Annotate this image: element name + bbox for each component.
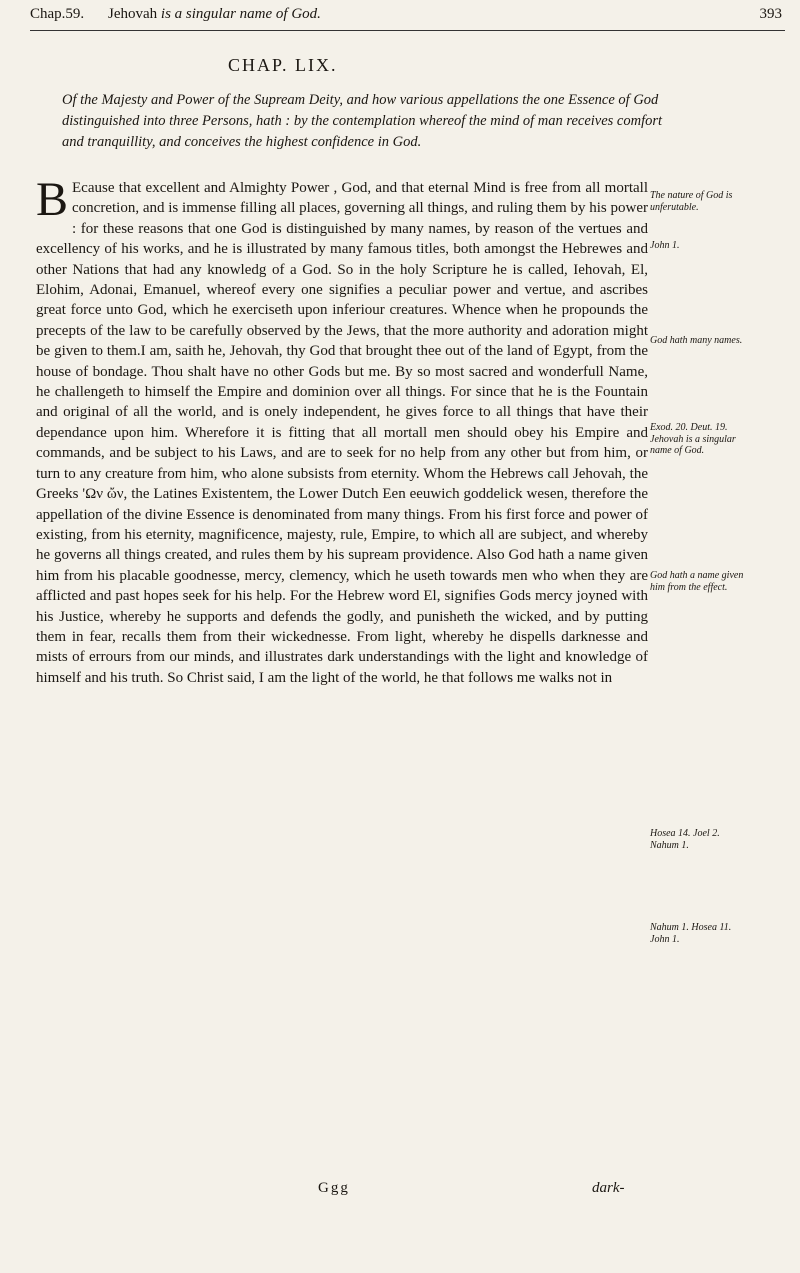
chapter-heading: CHAP. LIX. (228, 55, 338, 75)
drop-cap: B (36, 173, 69, 226)
catchword: dark- (592, 1180, 625, 1196)
header-title-plain: Jehovah (108, 6, 161, 22)
margin-note-hosea: Hosea 14. Joel 2. Nahum 1. (650, 828, 720, 851)
margin-note-john: John 1. (650, 240, 680, 251)
header-chapter: Chap.59. (30, 6, 85, 22)
margin-note-nature: The nature of God is unferutable. (650, 190, 733, 213)
running-header (30, 4, 790, 28)
header-title-italic: is a singular name of God. (160, 6, 321, 22)
body-text: Ecause that excellent and Almighty Power , God, and that eternal Mind is free from all mortall concretion, and is immense filling all places, governing all things, and ruling them by his power : for these reasons that one God is distinguished by many names, by reason of the vertues and excellency of his works, and he is illustrated by many famous titles, both amongst the Hebrewes and other Nations that had any knowledg of a God. So in the holy Scripture he is called, Iehovah, El, Elohim, Adonai, Emanuel, whereof every one signifies a peculiar power and vertue, and ascribes great force unto God, which he exerciseth upon inferiour creatures. Whence when he propounds the precepts of the law to be carefully observed by the Jews, that the more authority and adoration might be given to them.I am, saith he, Jehovah, thy God that brought thee out of the land of Egypt, from the house of bondage. Thou shalt have no other Gods but me. By so most sacred and wonderfull Name, he challengeth to himself the Empire and dominion over all things. For since that he is the Fountain and original of all the world, and is onely independent, he gives force to all things that have their dependance upon him. Wherefore it is fitting that all mortall men should obey his Empire and commands, and be subject to his Laws, and are to seek for no help from any other but from him, or turn to any creature from him, who alone subsists from eternity. Whom the Hebrews call Jehovah, the Greeks 'Ων ὤν, the Latines Existentem, the Lower Dutch Een eeuwich goddelick wesen, therefore the appellation of the divine Essence is denominated from many things. From his first force and power of existing, from his eternity, magnificence, majesty, rule, Empire, to which all are subject, and whereby he governs all things created, and rules them by his supream providence. Also God hath a name given him from his placable goodnesse, mercy, clemency, which he useth towards men who when they are afflicted and past hopes seek for his help. For the Hebrew word El, signifies Gods mercy joyned with his Justice, whereby he supports and defends the godly, and punisheth the wicked, and by putting them in fear, recalls them from their wickednesse. From light, whereby he dispells darknesse and mists of errours from our minds, and illustrates dark understandings with the light and knowledge of himself and his truth. So Christ said, I am the light of the world, he that follows me walks not in (36, 180, 648, 686)
margin-note-names: God hath many names. (650, 335, 743, 346)
signature-mark: Ggg (318, 1180, 350, 1196)
body-paragraph (36, 173, 648, 688)
header-rule (30, 30, 785, 31)
page-number: 393 (759, 6, 782, 22)
margin-note-nahum: Nahum 1. Hosea 11. John 1. (650, 922, 732, 945)
chapter-summary: Of the Majesty and Power of the Supream Deity, and how various appellations the one Essence of God distinguished into three Persons, hath : by the contemplation whereof the mind of man receives comfort and tranquillity, and conceives the highest confidence in God. (62, 92, 663, 150)
header-title (108, 6, 321, 23)
margin-note-effect: God hath a name given him from the effect. (650, 570, 744, 593)
margin-note-exodus: Exod. 20. Deut. 19. Jehovah is a singular name of God. (650, 422, 736, 456)
